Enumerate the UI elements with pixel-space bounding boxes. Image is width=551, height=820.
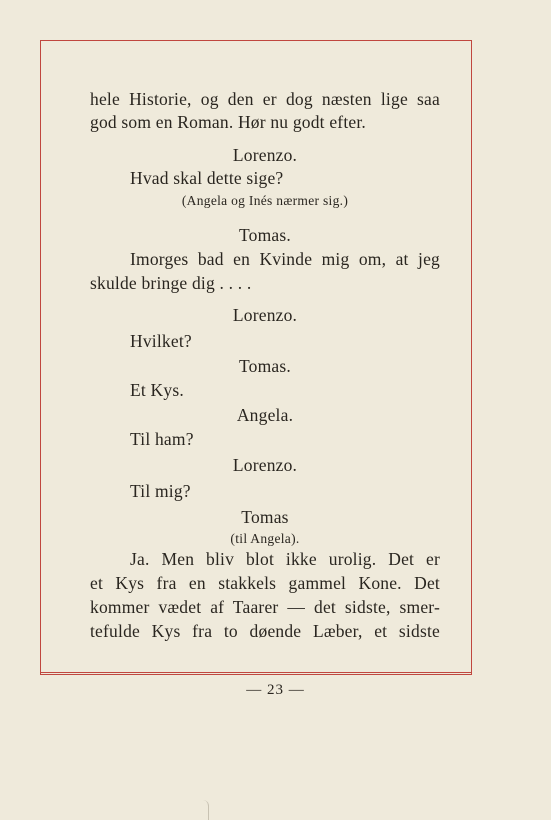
stage-direction: (til Angela). (230, 531, 300, 546)
speaker-name: Lorenzo. (232, 305, 298, 325)
text-line: hele Historie, og den er dog næsten lige saa (90, 89, 440, 109)
text-line: Ja. Men bliv blot ikke urolig. Det er (130, 549, 440, 569)
text-line: Til mig? (130, 481, 191, 501)
text-line: Hvad skal dette sige? (130, 168, 284, 188)
text-line: Hvilket? (130, 331, 192, 351)
page-edge-tab (0, 800, 209, 820)
text-line: skulde bringe dig . . . . (90, 273, 252, 293)
text-line: Et Kys. (130, 380, 184, 400)
text-line: god som en Roman. Hør nu godt efter. (90, 112, 366, 132)
text-line: et Kys fra en stakkels gammel Kone. Det (90, 573, 440, 593)
text-line: Til ham? (130, 429, 194, 449)
page-number: — 23 — (246, 682, 305, 698)
speaker-name: Tomas. (239, 356, 291, 376)
speaker-name: Angela. (236, 405, 294, 425)
text-line: Imorges bad en Kvinde mig om, at jeg (130, 249, 440, 269)
speaker-name: Lorenzo. (232, 455, 298, 475)
speaker-name: Lorenzo. (232, 145, 298, 165)
speaker-name: Tomas. (239, 225, 291, 245)
speaker-name: Tomas (241, 507, 289, 527)
frame-bottom-rule (40, 672, 472, 673)
stage-direction: (Angela og Inés nærmer sig.) (181, 193, 349, 208)
text-line: tefulde Kys fra to døende Læber, et sidste (90, 621, 440, 641)
text-line: kommer vædet af Taarer — det sidste, smer- (90, 597, 440, 617)
